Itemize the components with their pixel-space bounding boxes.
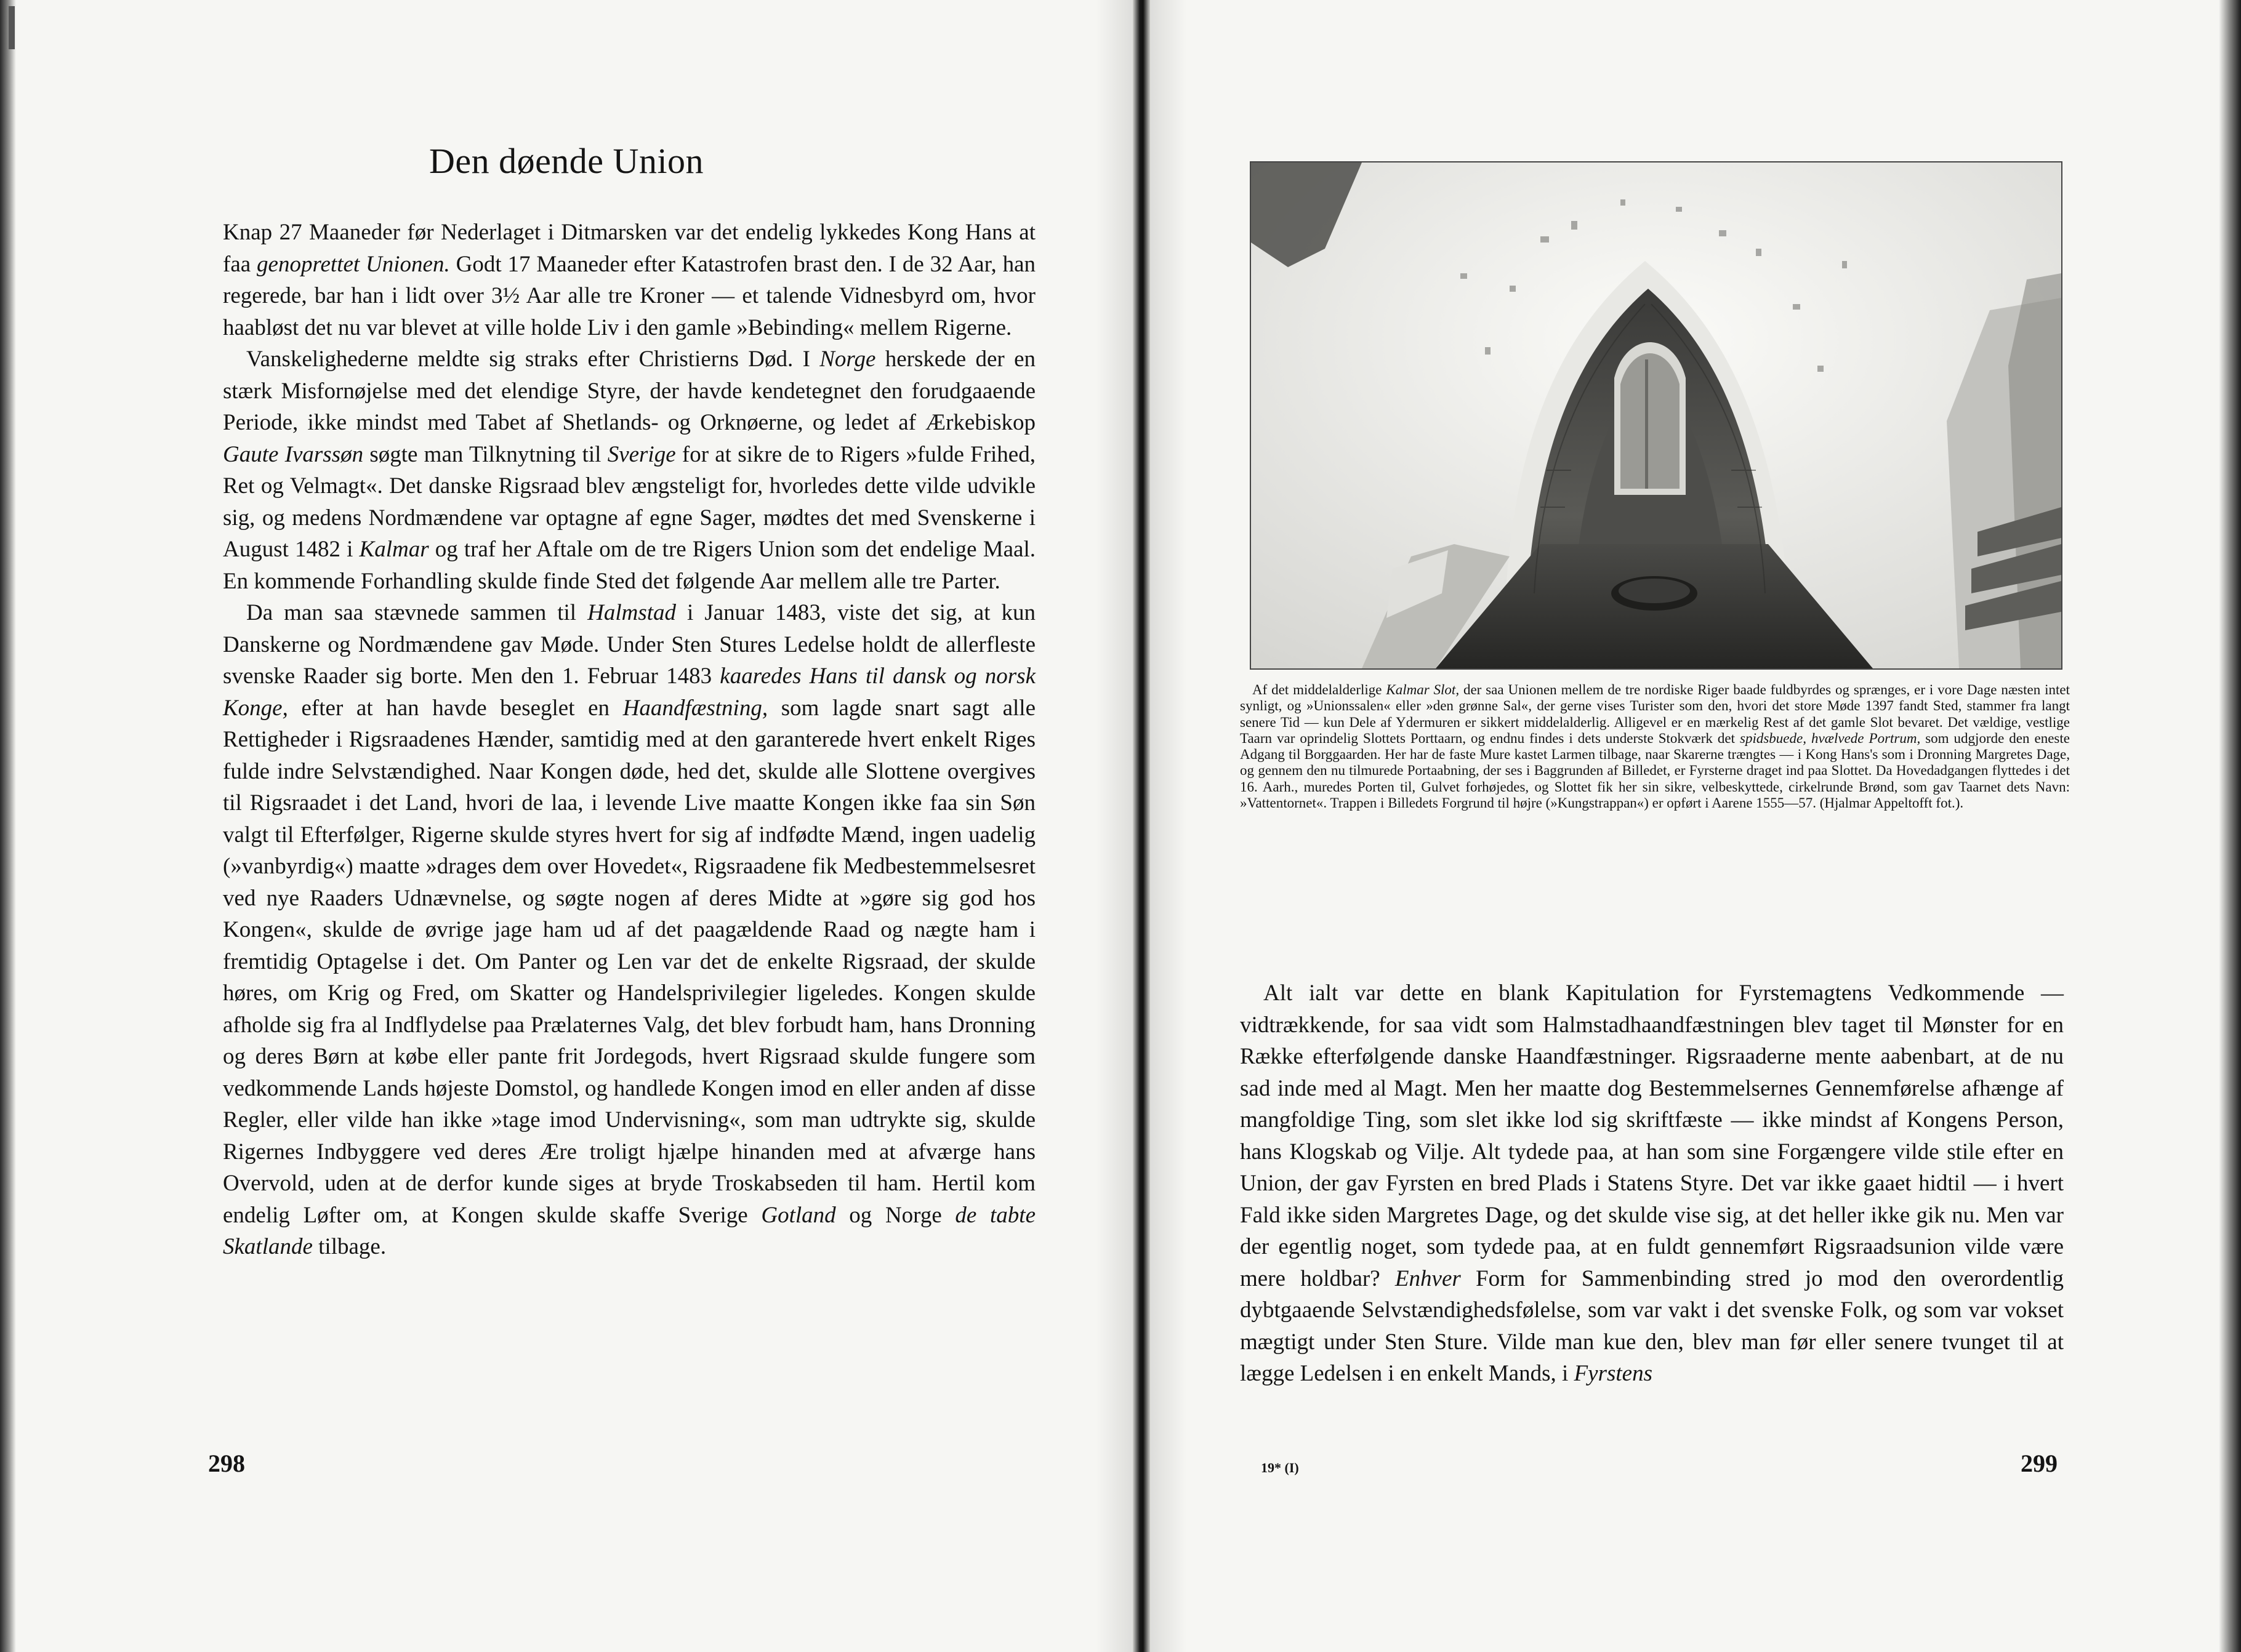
- text-italic-run: Sverige: [607, 441, 676, 467]
- text-run: og Norge: [835, 1202, 956, 1228]
- page-edge: [0, 0, 16, 1652]
- text-run: Vanskelighederne meldte sig straks efter Christierns Død. I: [246, 347, 820, 372]
- caption-run: som udgjorde den eneste Adgang til Borggaarden. Her har de faste Mure kastet Larmen tilbage, naar Skarerne trængtes — i Kong Hans's som i Dronning Margretes Dage, og gennem den nu tilmurede Portaabning, der ses i Baggrunden af Billedet, er Fyrsterne draget ind paa Slottet. Da Hovedadgangen flyttedes i det 16. Aarh., muredes Porten til, Gulvet forhøjedes, og Slottet fik her sin sikre, velbeskyttede, cirkelrunde Brønd, som gav Taarnet dets Navn: »Vattentornet«. Trappen i Billedets Forgrund til højre (»Kungstrappan«) er opført i Aarene 1555—57. (Hjalmar Appeltofft fot.).: [1240, 730, 2070, 811]
- body-paragraph: [1240, 977, 2064, 1390]
- page-number-left: 298: [208, 1450, 245, 1477]
- text-italic-run: Haandfæstning,: [622, 695, 768, 721]
- text-italic-run: genoprettet Unionen.: [257, 251, 450, 277]
- text-run: Knap 27 Maaneder før Nederlaget i Ditmarsken var det endelig lykkedes Kong Hans at faa: [223, 220, 1036, 277]
- caption-run: Af det middelalderlige: [1252, 682, 1386, 697]
- text-italic-run: Enhver: [1394, 1265, 1461, 1291]
- sheet-signature: 19* (I): [1261, 1460, 1299, 1475]
- chapter-title: Den døende Union: [428, 141, 704, 181]
- text-italic-run: Fyrstens: [1574, 1361, 1652, 1386]
- text-run: Godt 17 Maaneder efter Katastrofen brast den. I de 32 Aar, han regerede, bar han i lidt over 3½ Aar alle tre Kroner — et talende Vidnesbyrd om, hvor haabløst det nu var blevet at ville holde Liv i den gamle »Bebinding« mellem Rigerne.: [223, 251, 1036, 340]
- text-run: herskede der en stærk Misfornøjelse med det elendige Styre, der havde kendetegnet den forudgaaende Periode, ikke mindst med Tabet af Shetlands- og Orknøerne, og ledet af Ærkebiskop: [223, 347, 1036, 435]
- text-run: efter at han havde beseglet en: [288, 695, 623, 721]
- text-italic-run: de tabte Skatlande: [223, 1202, 1036, 1259]
- page-number-right: 299: [2021, 1450, 2058, 1477]
- right-body-text: [1240, 977, 2064, 1390]
- text-italic-run: Gotland: [761, 1202, 836, 1228]
- text-run: Da man saa stævnede sammen til: [246, 600, 588, 625]
- text-run: Alt ialt var dette en blank Kapitulation for Fyrstemagtens Vedkommende — vidtrækkende, for saa vidt som Halmstadhaandfæstningen blev taget til Mønster for en Række efterfølgende danske Haandfæstninger. Rigsraaderne mente aabenbart, at de nu sad inde med al Magt. Men her maatte dog Bestemmelsernes Gennemførelse afhænge af mangfoldige Ting, som slet ikke lod sig skriftfæste — ikke mindst af Kongens Person, hans Klogskab og Vilje. Alt tydede paa, at han som sine Forgængere vilde stile efter en Union, der gav Fyrsten en bred Plads i Statens Styre. Det var ikke gaaet hidtil — i hvert Fald ikke siden Margretes Dage, og det skulde vise sig, at det heller ikke gik nu. Men var der egentlig noget, som tydede paa, at en fuldt gennemført Rigsraadsunion vilde være mere holdbar?: [1240, 980, 2064, 1291]
- caption-italic-run: spidsbuede, hvælvede Portrum,: [1740, 730, 1921, 746]
- body-paragraph: [223, 597, 1036, 1263]
- figure-caption: [1240, 682, 2070, 811]
- book-gutter: [1133, 0, 1150, 1652]
- scan-mark: [9, 6, 15, 49]
- page-edge: [2219, 0, 2241, 1652]
- text-italic-run: Kalmar: [359, 537, 429, 562]
- text-run: og traf her Aftale om de tre Rigers Union som det endelige Maal. En kommende Forhandling skulde finde Sted det følgende Aar mellem alle tre Parter.: [223, 537, 1036, 594]
- body-paragraph: [223, 217, 1036, 343]
- text-italic-run: kaaredes Hans til dansk og norsk Konge,: [223, 664, 1036, 721]
- spine-shadow: [1096, 0, 1133, 1652]
- text-run: søgte man Tilknytning til: [363, 441, 608, 467]
- text-run: Form for Sammenbinding stred jo mod den overordentlig dybtgaaende Selvstændighedsfølelse, som var vakt i det svenske Folk, og som var vokset mægtigt under Sten Sture. Vilde man kue den, blev man før eller senere tvunget til at lægge Ledelsen i en enkelt Mands, i: [1240, 1265, 2064, 1386]
- castle-vault-photo: [1250, 161, 2062, 670]
- text-italic-run: Gaute Ivarssøn: [223, 441, 364, 467]
- left-body-text: [223, 217, 1036, 1263]
- text-italic-run: Norge: [819, 347, 876, 372]
- spine-shadow: [1150, 0, 1187, 1652]
- text-run: i Januar 1483, viste det sig, at kun Danskerne og Nordmændene gav Møde. Under Sten Stures Ledelse holdt de allerfleste svenske Raader sig borte. Men den 1. Februar 1483: [223, 600, 1036, 689]
- body-paragraph: [223, 343, 1036, 597]
- text-run: tilbage.: [312, 1234, 387, 1259]
- text-run: som lagde snart sagt alle Rettigheder i Rigsraadenes Hænder, samtidig med at den garanterede hvert enkelt Riges fulde indre Selvstændighed. Naar Kongen døde, hed det, skulde alle Slottene overgives til Rigsraadet i det Land, hvori de laa, i levende Live maatte Kongen ikke faa sin Søn valgt til Efterfølger, Rigerne skulde styres hvert for sig af indfødte Mænd, ingen uadelig (»vanbyrdig«) maatte »drages dem over Hovedet«, Rigsraadene fik Medbestemmelsesret ved nye Raaders Udnævnelse, og søgte nogen af deres Midte at »gøre sig god hos Kongen«, skulde de øvrige jage ham ud af det paagældende Raad og nægte ham i fremtidig Optagelse i det. Om Panter og Len var det de enkelte Rigsraad, der skulde høres, om Krig og Fred, om Skatter og Handelsprivilegier ligeledes. Kongen skulde afholde sig fra al Indflydelse paa Prælaternes Valg, det blev forbudt ham, hans Dronning og deres Børn at købe eller pante frit Jordegods, hvert Rigsraad skulde fungere som vedkommende Lands højeste Domstol, og handlede Kongen imod en eller anden af disse Regler, eller vilde han ikke »tage imod Undervisning«, som man udtrykte sig, skulde Rigernes Indbyggere ved deres Ære troligt hjælpe hinanden med at afværge hans Overvold, uden at de derfor kunde siges at bryde Troskabseden til ham. Hertil kom endelig Løfter om, at Kongen skulde skaffe Sverige: [223, 695, 1036, 1228]
- text-italic-run: Halmstad: [587, 600, 676, 625]
- caption-run: der saa Unionen mellem de tre nordiske Riger baade fuldbyrdes og sprænges, er i vore Dage næsten intet synligt, og »Unionssalen« eller »den grønne Sal«, der gerne vises Turister som den, hvori det store Møde 1397 fandt Sted, stammer fra langt senere Tid — kun Dele af Ydermuren er sikkert middelalderlig. Alligevel er en mærkelig Rest af det gamle Slot bevaret. Det vældige, vestlige Taarn var oprindelig Slottets Porttaarn, og endnu findes i dets underste Stokværk det: [1240, 682, 2070, 746]
- caption-italic-run: Kalmar Slot,: [1386, 682, 1460, 697]
- text-run: for at sikre de to Rigers »fulde Frihed, Ret og Velmagt«. Det danske Rigsraad blev ængsteligt for, hvorledes dette vilde udvikle sig, og medens Nordmændene var optagne af egne Sager, mødtes det med Svenskerne i August 1482 i: [223, 441, 1036, 562]
